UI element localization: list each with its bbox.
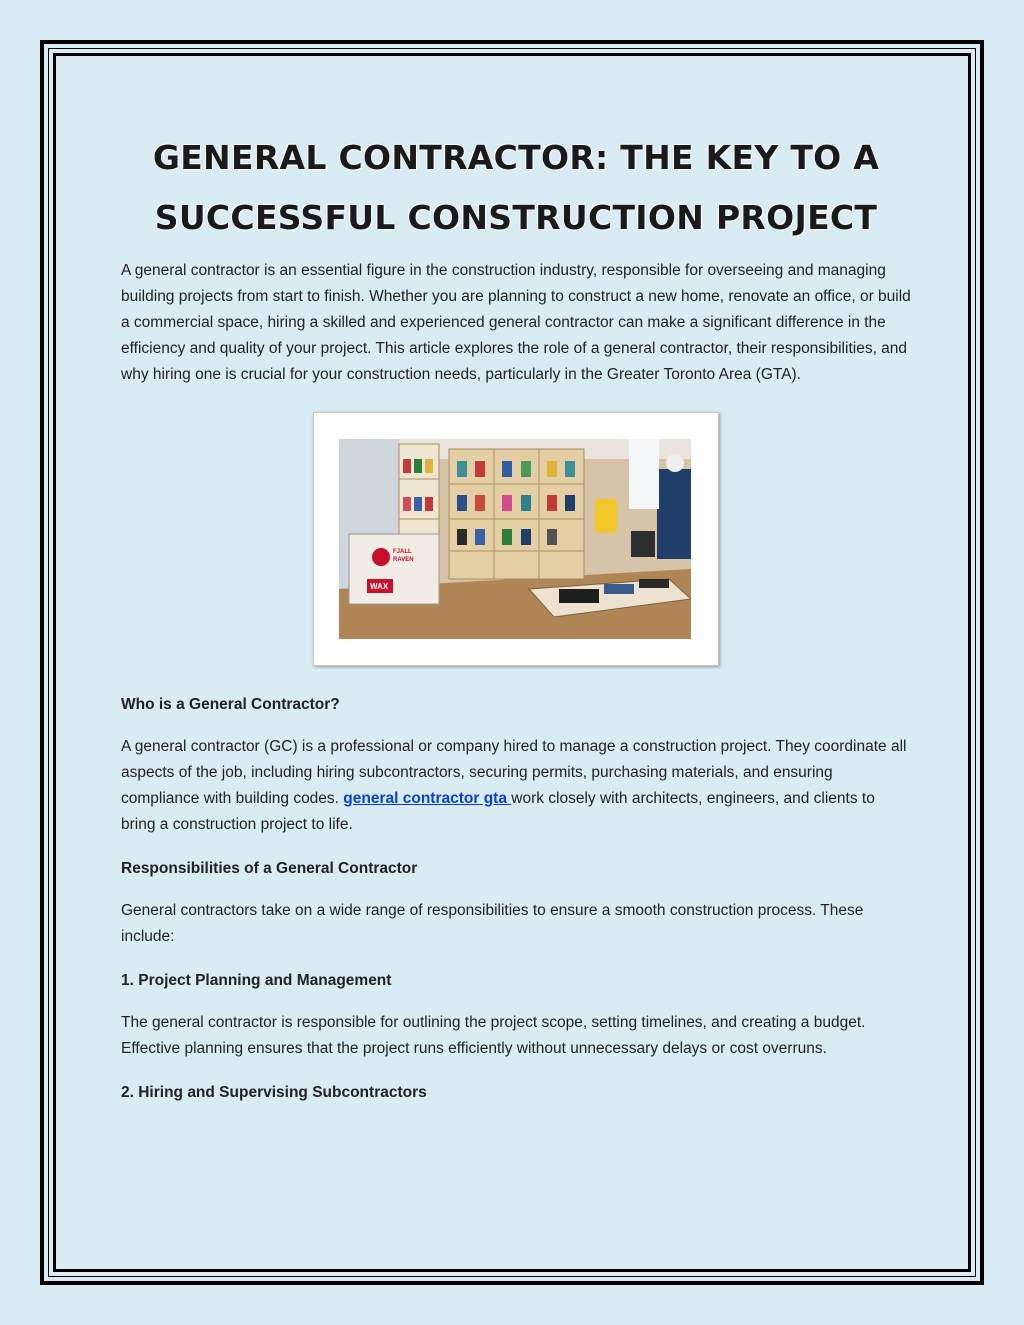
wax-sign: WAX [370,582,389,591]
responsibilities-heading: Responsibilities of a General Contractor [121,860,418,877]
intro-paragraph: A general contractor is an essential figure in the construction industry, responsible for overseeing and managing building projects from start to finish. Whether you are planning to construct a new home, renovate an office, or build a commercial space, hiring a skilled and experienced general contractor can make a significant difference in the efficiency and quality of your project. This article explores the role of a general contractor, their responsibilities, and why hiring one is crucial for your construction needs, particularly in the Greater Toronto Area (GTA). [121,262,911,383]
item1-heading: 1. Project Planning and Management [121,972,392,989]
who-paragraph [121,734,911,838]
store-photo-frame [313,412,719,666]
responsibilities-paragraph: General contractors take on a wide range of responsibilities to ensure a smooth construction process. These include: [121,902,864,945]
article-title: GENERAL CONTRACTOR: THE KEY TO A SUCCESSFUL CONSTRUCTION PROJECT [152,138,880,237]
store-interior-photo [339,439,691,639]
store-interior-illustration [339,439,691,639]
who-text-before: A general contractor (GC) is a professional or company hired to manage a construction project. They coordinate all aspects of the job, including hiring subcontractors, securing permits, purchasing materials, and ensuring compliance with building codes. [121,738,907,807]
who-text-after: work closely with architects, engineers, and clients to bring a construction project to life. [121,790,875,833]
svg-text:RAVEN: RAVEN [393,557,414,563]
svg-text:FJALL: FJALL [393,549,412,555]
general-contractor-gta-link[interactable]: general contractor gta [343,790,512,807]
article [121,128,911,1106]
item1-paragraph: The general contractor is responsible for outlining the project scope, setting timelines, and creating a budget. Effective planning ensures that the project runs efficiently without unnecessary delays or cost overruns. [121,1014,866,1057]
item2-heading: 2. Hiring and Supervising Subcontractors [121,1084,427,1101]
who-heading: Who is a General Contractor? [121,696,340,713]
